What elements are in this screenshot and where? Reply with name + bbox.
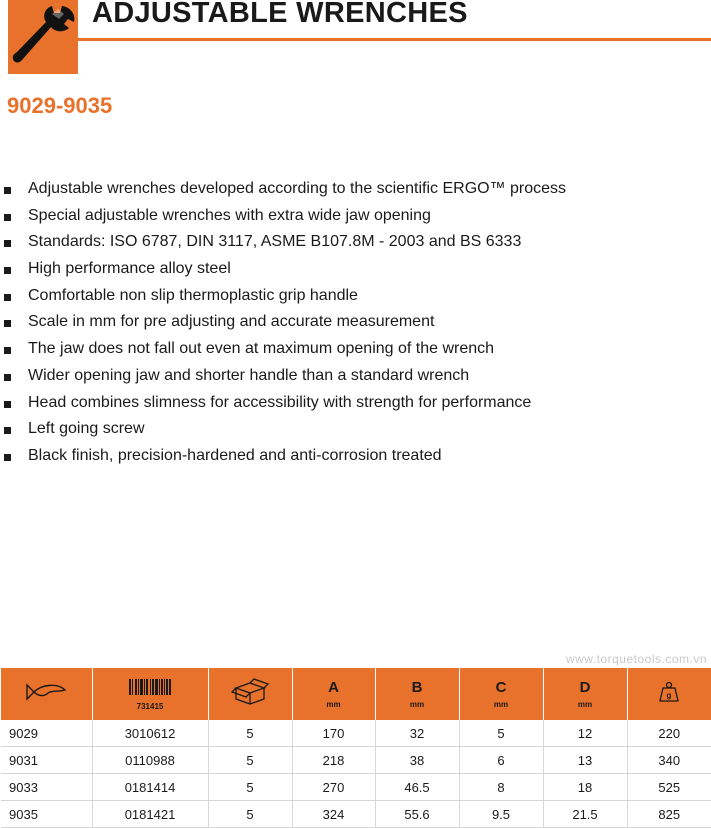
- feature-item: [0, 416, 566, 443]
- col-c-label: C: [495, 679, 507, 696]
- cell-d: 13: [543, 747, 627, 774]
- cell-pack: 5: [208, 747, 292, 774]
- col-b-label: B: [411, 679, 423, 696]
- feature-text: Black finish, precision-hardened and anti-corrosion treated: [28, 446, 442, 464]
- col-c-unit: mm: [493, 700, 509, 709]
- cell-ean: 0181414: [92, 774, 208, 801]
- feature-item: [0, 390, 566, 417]
- spec-table: [1, 668, 711, 828]
- cell-d: 12: [543, 720, 627, 747]
- feature-text: High performance alloy steel: [28, 260, 231, 278]
- feature-item: [0, 203, 566, 230]
- col-b: [375, 668, 459, 720]
- col-b-unit: mm: [409, 700, 425, 709]
- cell-c: 5: [459, 720, 543, 747]
- cell-weight: 220: [627, 720, 711, 747]
- table-row: [1, 801, 711, 828]
- cell-b: 46.5: [375, 774, 459, 801]
- weight-unit: g: [666, 690, 672, 700]
- cell-c: 9.5: [459, 801, 543, 828]
- cell-product: 9033: [1, 774, 92, 801]
- feature-text: Comfortable non slip thermoplastic grip handle: [28, 286, 358, 304]
- cell-b: 38: [375, 747, 459, 774]
- table-row: [1, 774, 711, 801]
- barcode-number: 731415: [136, 701, 164, 711]
- cell-ean: 0110988: [92, 747, 208, 774]
- watermark: www.torquetools.com.vn: [565, 652, 707, 666]
- feature-item: [0, 256, 566, 283]
- cell-weight: 825: [627, 801, 711, 828]
- feature-text: Head combines slimness for accessibility with strength for performance: [28, 393, 532, 411]
- cell-a: 170: [292, 720, 375, 747]
- square-bullet-icon: [4, 187, 11, 194]
- cell-pack: 5: [208, 720, 292, 747]
- square-bullet-icon: [4, 347, 11, 354]
- feature-text: Special adjustable wrenches with extra wide jaw opening: [28, 206, 431, 224]
- table-row: [1, 747, 711, 774]
- feature-item: [0, 309, 566, 336]
- feature-item: [0, 443, 566, 470]
- cell-b: 32: [375, 720, 459, 747]
- square-bullet-icon: [4, 427, 11, 434]
- col-c: [459, 668, 543, 720]
- col-d: [543, 668, 627, 720]
- square-bullet-icon: [4, 240, 11, 247]
- model-range: 9029-9035: [7, 93, 113, 118]
- col-barcode: [92, 668, 208, 720]
- square-bullet-icon: [4, 401, 11, 408]
- feature-text: Standards: ISO 6787, DIN 3117, ASME B107.8M - 2003 and BS 6333: [28, 233, 522, 251]
- cell-a: 270: [292, 774, 375, 801]
- cell-c: 6: [459, 747, 543, 774]
- feature-item: [0, 363, 566, 390]
- square-bullet-icon: [4, 267, 11, 274]
- square-bullet-icon: [4, 374, 11, 381]
- box-icon: [230, 678, 270, 706]
- feature-list: [0, 176, 566, 470]
- table-row: [1, 720, 711, 747]
- col-a: [292, 668, 375, 720]
- square-bullet-icon: [4, 214, 11, 221]
- col-product: [1, 668, 92, 720]
- col-package: [208, 668, 292, 720]
- feature-item: [0, 336, 566, 363]
- feature-item: [0, 283, 566, 310]
- page-title: ADJUSTABLE WRENCHES: [92, 0, 468, 29]
- table-header-row: [1, 668, 711, 720]
- cell-weight: 525: [627, 774, 711, 801]
- cell-pack: 5: [208, 801, 292, 828]
- cell-c: 8: [459, 774, 543, 801]
- col-a-label: A: [328, 679, 339, 696]
- weight-icon: [658, 681, 680, 703]
- cell-product: 9031: [1, 747, 92, 774]
- col-d-unit: mm: [577, 700, 593, 709]
- cell-a: 218: [292, 747, 375, 774]
- col-weight: [627, 668, 711, 720]
- adjustable-wrench-icon: [8, 0, 78, 74]
- cell-weight: 340: [627, 747, 711, 774]
- feature-text: Wider opening jaw and shorter handle than a standard wrench: [28, 366, 470, 384]
- cell-ean: 0181421: [92, 801, 208, 828]
- cell-b: 55.6: [375, 801, 459, 828]
- cell-pack: 5: [208, 774, 292, 801]
- feature-item: [0, 176, 566, 203]
- title-underline: [78, 38, 711, 41]
- cell-product: 9029: [1, 720, 92, 747]
- cell-ean: 3010612: [92, 720, 208, 747]
- square-bullet-icon: [4, 454, 11, 461]
- cell-a: 324: [292, 801, 375, 828]
- logo: [8, 0, 78, 74]
- feature-text: Adjustable wrenches developed according to the scientific ERGO™ process: [28, 180, 567, 197]
- cell-product: 9035: [1, 801, 92, 828]
- square-bullet-icon: [4, 320, 11, 327]
- cell-d: 18: [543, 774, 627, 801]
- feature-item: [0, 229, 566, 256]
- fish-outline-icon: [24, 681, 68, 703]
- square-bullet-icon: [4, 294, 11, 301]
- col-d-label: D: [579, 679, 591, 696]
- feature-text: The jaw does not fall out even at maximum opening of the wrench: [28, 340, 495, 358]
- feature-text: Left going screw: [28, 420, 145, 438]
- feature-text: Scale in mm for pre adjusting and accurate measurement: [28, 313, 435, 331]
- col-a-unit: mm: [326, 700, 341, 709]
- barcode-icon: [128, 678, 172, 696]
- cell-d: 21.5: [543, 801, 627, 828]
